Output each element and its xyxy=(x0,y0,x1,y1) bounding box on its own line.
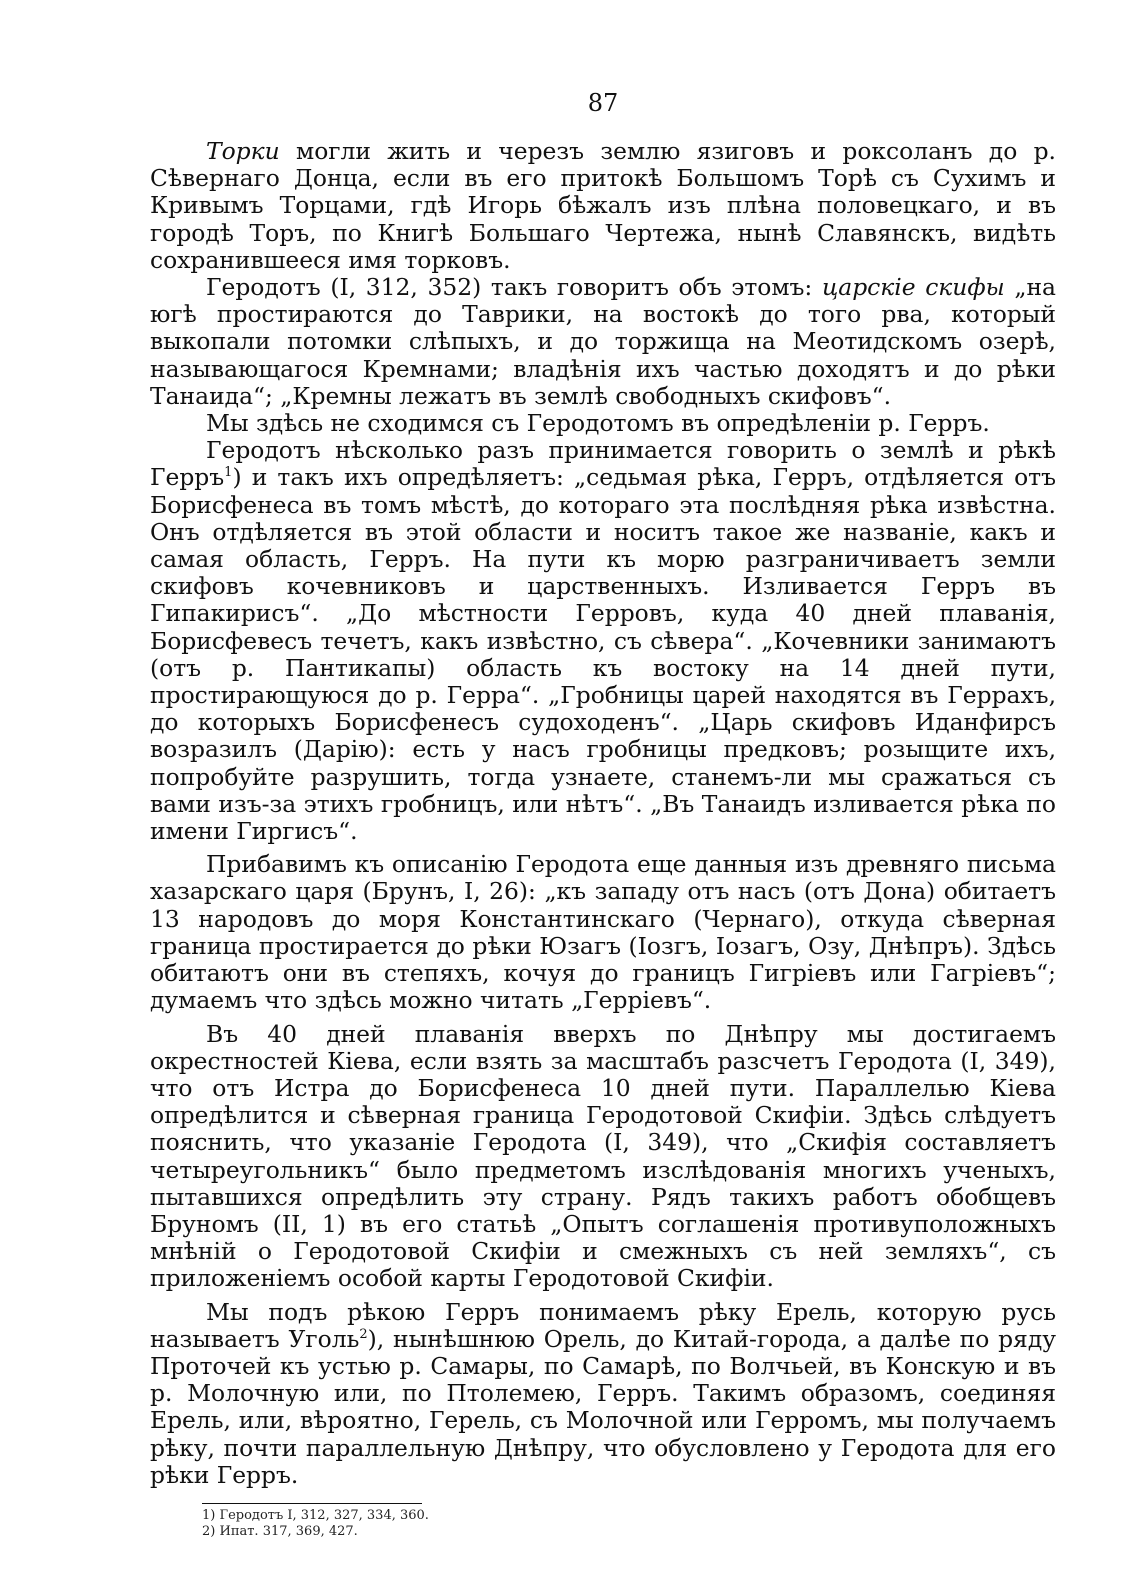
footnote-divider xyxy=(202,1503,422,1504)
paragraph-1 xyxy=(150,138,1056,274)
paragraph-6: Въ 40 дней плаванія вверхъ по Днѣпру мы достигаемъ окрестностей Кіева, если взять за масштабъ разсчетъ Геродота (I, 349), что отъ Истра до Борисфенеса 10 дней пути. Параллелью Кіева опредѣлится и сѣверная граница Геродотовой Скифіи. Здѣсь слѣдуетъ пояснить, что указаніе Геродота (I, 349), что „Скифія составляетъ четыреугольникъ“ было предметомъ изслѣдованія многихъ ученыхъ, пытавшихся опредѣлить эту страну. Рядъ такихъ работъ обобщевъ Бруномъ (II, 1) въ его статьѣ „Опытъ соглашенія противуположныхъ мнѣній о Геродотовой Скифіи и смежныхъ съ ней земляхъ“, съ приложеніемъ особой карты Геродотовой Скифіи. xyxy=(150,1019,1056,1293)
paragraph-4-after: ) и такъ ихъ опредѣляетъ: „седьмая рѣка, Герръ, отдѣляется отъ Борисфенеса въ томъ мѣстѣ, до котораго эта послѣдняя рѣка извѣстна. Онъ отдѣляется въ этой области и носитъ такое же названіе, какъ и самая область, Герръ. На пути къ морю разграничиваетъ земли скифовъ кочевниковъ и царственныхъ. Изливается Герръ въ Гипакирисъ“. „До мѣстности Герровъ, куда 40 дней плаванія, Борисфевесъ течетъ, какъ извѣстно, съ сѣвера“. „Кочевники занимаютъ (отъ р. Пантикапы) область къ востоку на 14 дней пути, простирающуюся до р. Герра“. „Гробницы царей находятся въ Геррахъ, до которыхъ Борисфенесъ судоходенъ“. „Царь скифовъ Иданфирсъ возразилъ (Дарію): есть у насъ гробницы предковъ; розыщите ихъ, попробуйте разрушить, тогда узнаете, станемъ-ли мы сражаться съ вами изъ-за этихъ гробницъ, или нѣтъ“. „Въ Танаидъ изливается рѣка по имени Гиргисъ“. xyxy=(150,463,1056,846)
italic-term-royal-scythians: царскіе скифы xyxy=(821,273,1005,302)
paragraph-4 xyxy=(150,437,1056,845)
footnote-2-text: Ипат. 317, 369, 427. xyxy=(219,1523,358,1539)
italic-term-torki: Торки xyxy=(206,137,280,165)
footnote-ref-2: 2 xyxy=(359,1326,368,1342)
footnote-1 xyxy=(202,1508,1056,1524)
page-number: 87 xyxy=(587,89,619,117)
paragraph-2-after: „на югѣ простираются до Таврики, на востокѣ до того рва, который выкопали потомки слѣпыхъ, и до торжища на Меотидскомъ озерѣ, называющагося Кремнами; владѣнія ихъ частью доходятъ и до рѣки Танаида“; „Кремны лежатъ въ землѣ свободныхъ скифовъ“. xyxy=(150,273,1056,410)
paragraph-5: Прибавимъ къ описанію Геродота еще данныя изъ древняго письма хазарскаго царя (Брунъ, I, 26): „къ западу отъ насъ (отъ Дона) обитаетъ 13 народовъ до моря Константинскаго (Чернаго), откуда сѣверная граница простирается до рѣки Юзагъ (Iозгъ, Iозагъ, Озу, Днѣпръ). Здѣсь обитаютъ они въ степяхъ, кочуя до границъ Гигріевъ или Гагріевъ“; думаемъ что здѣсь можно читать „Герріевъ“. xyxy=(150,850,1056,1015)
paragraph-7-after: ), нынѣшнюю Орель, до Китай-города, а далѣе по ряду Проточей къ устью р. Самары, по Самарѣ, по Волчьей, въ Конскую и въ р. Молочную или, по Птолемею, Герръ. Такимъ образомъ, соединяя Ерель, или, вѣроятно, Герель, съ Молочной или Герромъ, мы получаемъ рѣку, почти параллельную Днѣпру, что обусловлено у Геродота для его рѣки Герръ. xyxy=(150,1324,1056,1489)
paragraph-7 xyxy=(150,1299,1056,1489)
paragraph-4-before: Геродотъ нѣсколько разъ принимается говорить о землѣ и рѣкѣ Герръ xyxy=(150,436,1056,492)
footnote-1-text: Геродотъ I, 312, 327, 334, 360. xyxy=(219,1507,429,1523)
paragraph-3: Мы здѣсь не сходимся съ Геродотомъ въ опредѣленіи р. Герръ. xyxy=(206,409,990,438)
footnotes xyxy=(202,1508,1056,1540)
footnote-ref-1: 1 xyxy=(224,465,233,481)
paragraph-7-before: Мы подъ рѣкою Герръ понимаемъ рѣку Ерель, которую русь называетъ Уголь xyxy=(150,1297,1056,1353)
paragraph-1-text: могли жить и черезъ землю язиговъ и роксоланъ до р. Сѣвернаго Донца, если въ его притокѣ Большомъ Торѣ съ Сухимъ и Кривымъ Торцами, гдѣ Игорь бѣжалъ изъ плѣна половецкаго, и въ городѣ Торъ, по Книгѣ Большаго Чертежа, нынѣ Славянскъ, видѣть сохранившееся имя торковъ. xyxy=(150,137,1056,274)
footnote-2 xyxy=(202,1524,1056,1540)
footnote-1-mark: 1) xyxy=(202,1507,216,1523)
body-text xyxy=(150,138,1056,1489)
paragraph-2-before: Геродотъ (I, 312, 352) такъ говоритъ объ этомъ: xyxy=(206,273,822,302)
footnote-2-mark: 2) xyxy=(202,1523,216,1539)
paragraph-2 xyxy=(150,274,1056,410)
